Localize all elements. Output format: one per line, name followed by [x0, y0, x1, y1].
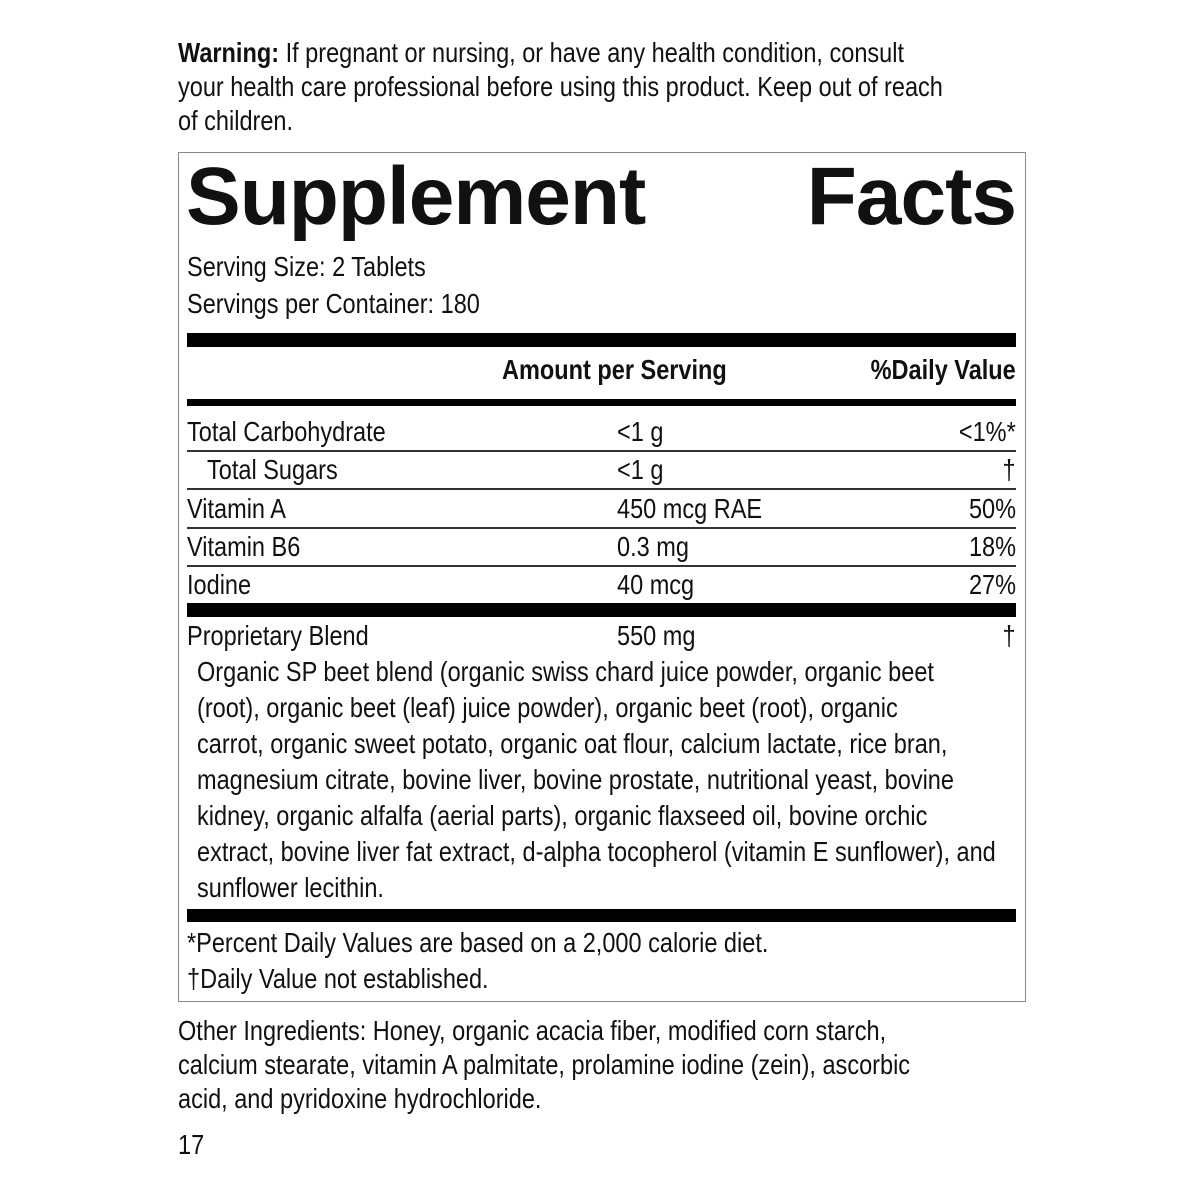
- warning-line: your health care professional before using this product. Keep out of reach: [178, 71, 943, 102]
- row-divider: [187, 450, 1016, 452]
- header-amount: Amount per Serving: [502, 354, 727, 385]
- servings-per-container: Servings per Container: 180: [187, 288, 480, 319]
- blend-ingredients-line: kidney, organic alfalfa (aerial parts), organic flaxseed oil, bovine orchic: [197, 800, 928, 831]
- warning-line: of children.: [178, 105, 294, 136]
- nutrient-name: Total Sugars: [207, 454, 338, 486]
- blend-amount: 550 mg: [617, 620, 696, 651]
- footnote-not-established: †Daily Value not established.: [187, 963, 489, 994]
- header-daily-value: %Daily Value: [870, 354, 1016, 385]
- other-ingredients-line: acid, and pyridoxine hydrochloride.: [178, 1083, 542, 1114]
- nutrient-name: Vitamin A: [187, 492, 286, 524]
- nutrient-amount: <1 g: [617, 454, 664, 486]
- other-ingredients-line: Other Ingredients: Honey, organic acacia fiber, modified corn starch,: [178, 1015, 887, 1046]
- divider-medium: [187, 399, 1016, 406]
- warning-line: Warning: If pregnant or nursing, or have any health condition, consult: [178, 37, 905, 68]
- nutrient-name: Iodine: [187, 569, 252, 601]
- nutrient-amount: 0.3 mg: [617, 530, 689, 562]
- panel-title: Supplement Facts: [186, 151, 1016, 242]
- divider-thick: [187, 603, 1016, 617]
- footnote-daily-values: *Percent Daily Values are based on a 2,000 calorie diet.: [187, 927, 769, 958]
- blend-name: Proprietary Blend: [187, 620, 369, 651]
- divider-thick: [187, 333, 1016, 347]
- nutrient-dv: 50%: [968, 492, 1016, 524]
- nutrient-amount: <1 g: [617, 416, 664, 447]
- blend-ingredients-line: carrot, organic sweet potato, organic oat flour, calcium lactate, rice bran,: [197, 728, 948, 759]
- warning-label: Warning:: [178, 37, 280, 68]
- other-ingredients-line: calcium stearate, vitamin A palmitate, prolamine iodine (zein), ascorbic: [178, 1049, 911, 1080]
- nutrient-amount: 450 mcg RAE: [617, 492, 763, 524]
- nutrient-dv: 27%: [968, 569, 1016, 601]
- divider-thick: [187, 909, 1016, 922]
- blend-dv: †: [1002, 620, 1016, 651]
- page-number: 17: [178, 1129, 205, 1160]
- serving-size: Serving Size: 2 Tablets: [187, 251, 426, 282]
- nutrient-amount: 40 mcg: [617, 569, 695, 601]
- row-divider: [187, 488, 1016, 490]
- row-divider: [187, 565, 1016, 567]
- blend-ingredients-line: extract, bovine liver fat extract, d-alpha tocopherol (vitamin E sunflower), and: [197, 836, 996, 867]
- blend-ingredients-line: (root), organic beet (leaf) juice powder), organic beet (root), organic: [197, 692, 898, 723]
- blend-ingredients-line: sunflower lecithin.: [197, 872, 384, 903]
- blend-ingredients-line: magnesium citrate, bovine liver, bovine prostate, nutritional yeast, bovine: [197, 764, 954, 795]
- nutrient-dv: 18%: [968, 530, 1016, 562]
- nutrient-dv: <1%*: [959, 416, 1016, 447]
- nutrient-name: Total Carbohydrate: [187, 416, 386, 447]
- blend-ingredients-line: Organic SP beet blend (organic swiss chard juice powder, organic beet: [197, 656, 934, 687]
- nutrient-dv: †: [1002, 454, 1016, 486]
- nutrient-name: Vitamin B6: [187, 530, 301, 562]
- row-divider: [187, 527, 1016, 529]
